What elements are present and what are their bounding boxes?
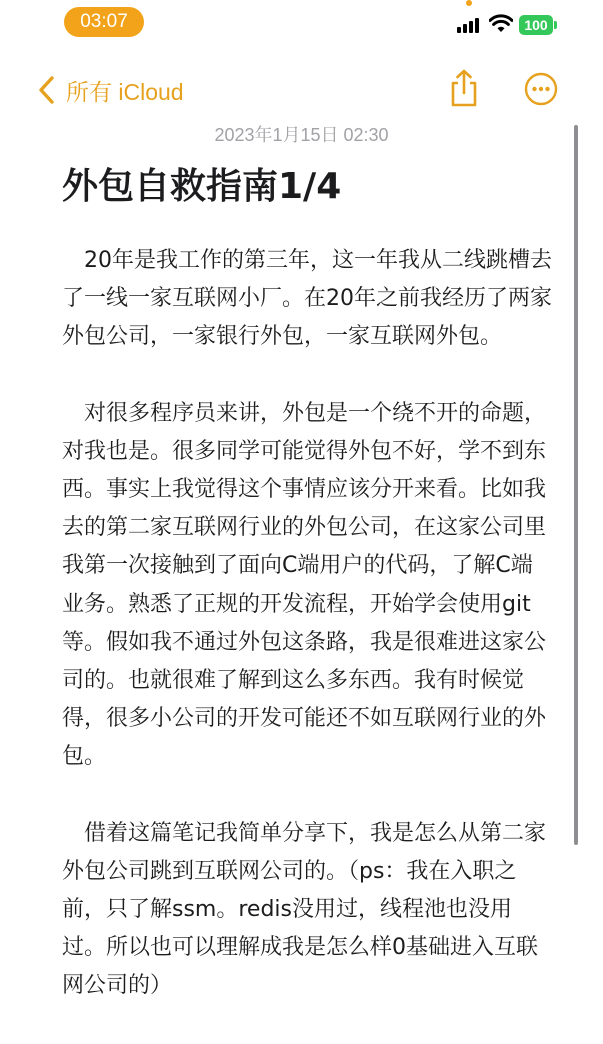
battery-indicator: 100 bbox=[519, 15, 553, 35]
share-icon[interactable] bbox=[448, 68, 480, 108]
cellular-signal-icon bbox=[457, 17, 481, 33]
status-time: 03:07 bbox=[64, 7, 144, 37]
battery-cap bbox=[554, 21, 557, 29]
back-button[interactable] bbox=[36, 72, 184, 108]
note-body[interactable] bbox=[62, 242, 552, 1044]
wifi-icon bbox=[489, 14, 513, 34]
chevron-left-icon bbox=[36, 74, 58, 106]
back-button-label: 所有 iCloud bbox=[66, 78, 184, 105]
scrollbar[interactable] bbox=[574, 125, 578, 845]
ellipsis-circle-icon[interactable] bbox=[524, 72, 558, 106]
privacy-indicator-dot bbox=[466, 0, 472, 6]
note-paragraph[interactable]: 对很多程序员来讲，外包是一个绕不开的命题，对我也是。很多同学可能觉得外包不好，学不到东西。事实上我觉得这个事情应该分开来看。比如我去的第二家互联网行业的外包公司，在这家公司里我第一次接触到了面向C端用户的代码，了解C端业务。熟悉了正规的开发流程，开始学会使用git等。假如我不通过外包这条路，我是很难进这家公司的。也就很难了解到这么多东西。我有时候觉得，很多小公司的开发可能还不如互联网行业的外包。 bbox=[62, 400, 547, 770]
note-paragraph[interactable]: 借着这篇笔记我简单分享下，我是怎么从第二家外包公司跳到互联网公司的。（ps：我在入职之前，只了解ssm。redis没用过，线程池也没用过。所以也可以理解成我是怎么样0基础进入互联网公司的） bbox=[62, 820, 547, 999]
note-paragraph[interactable]: 20年是我工作的第三年，这一年我从二线跳槽去了一线一家互联网小厂。在20年之前我经历了两家外包公司，一家银行外包，一家互联网外包。 bbox=[62, 248, 552, 350]
note-date: 2023年1月15日 02:30 bbox=[214, 125, 389, 145]
note-title[interactable]: 外包自救指南1/4 bbox=[62, 166, 342, 207]
